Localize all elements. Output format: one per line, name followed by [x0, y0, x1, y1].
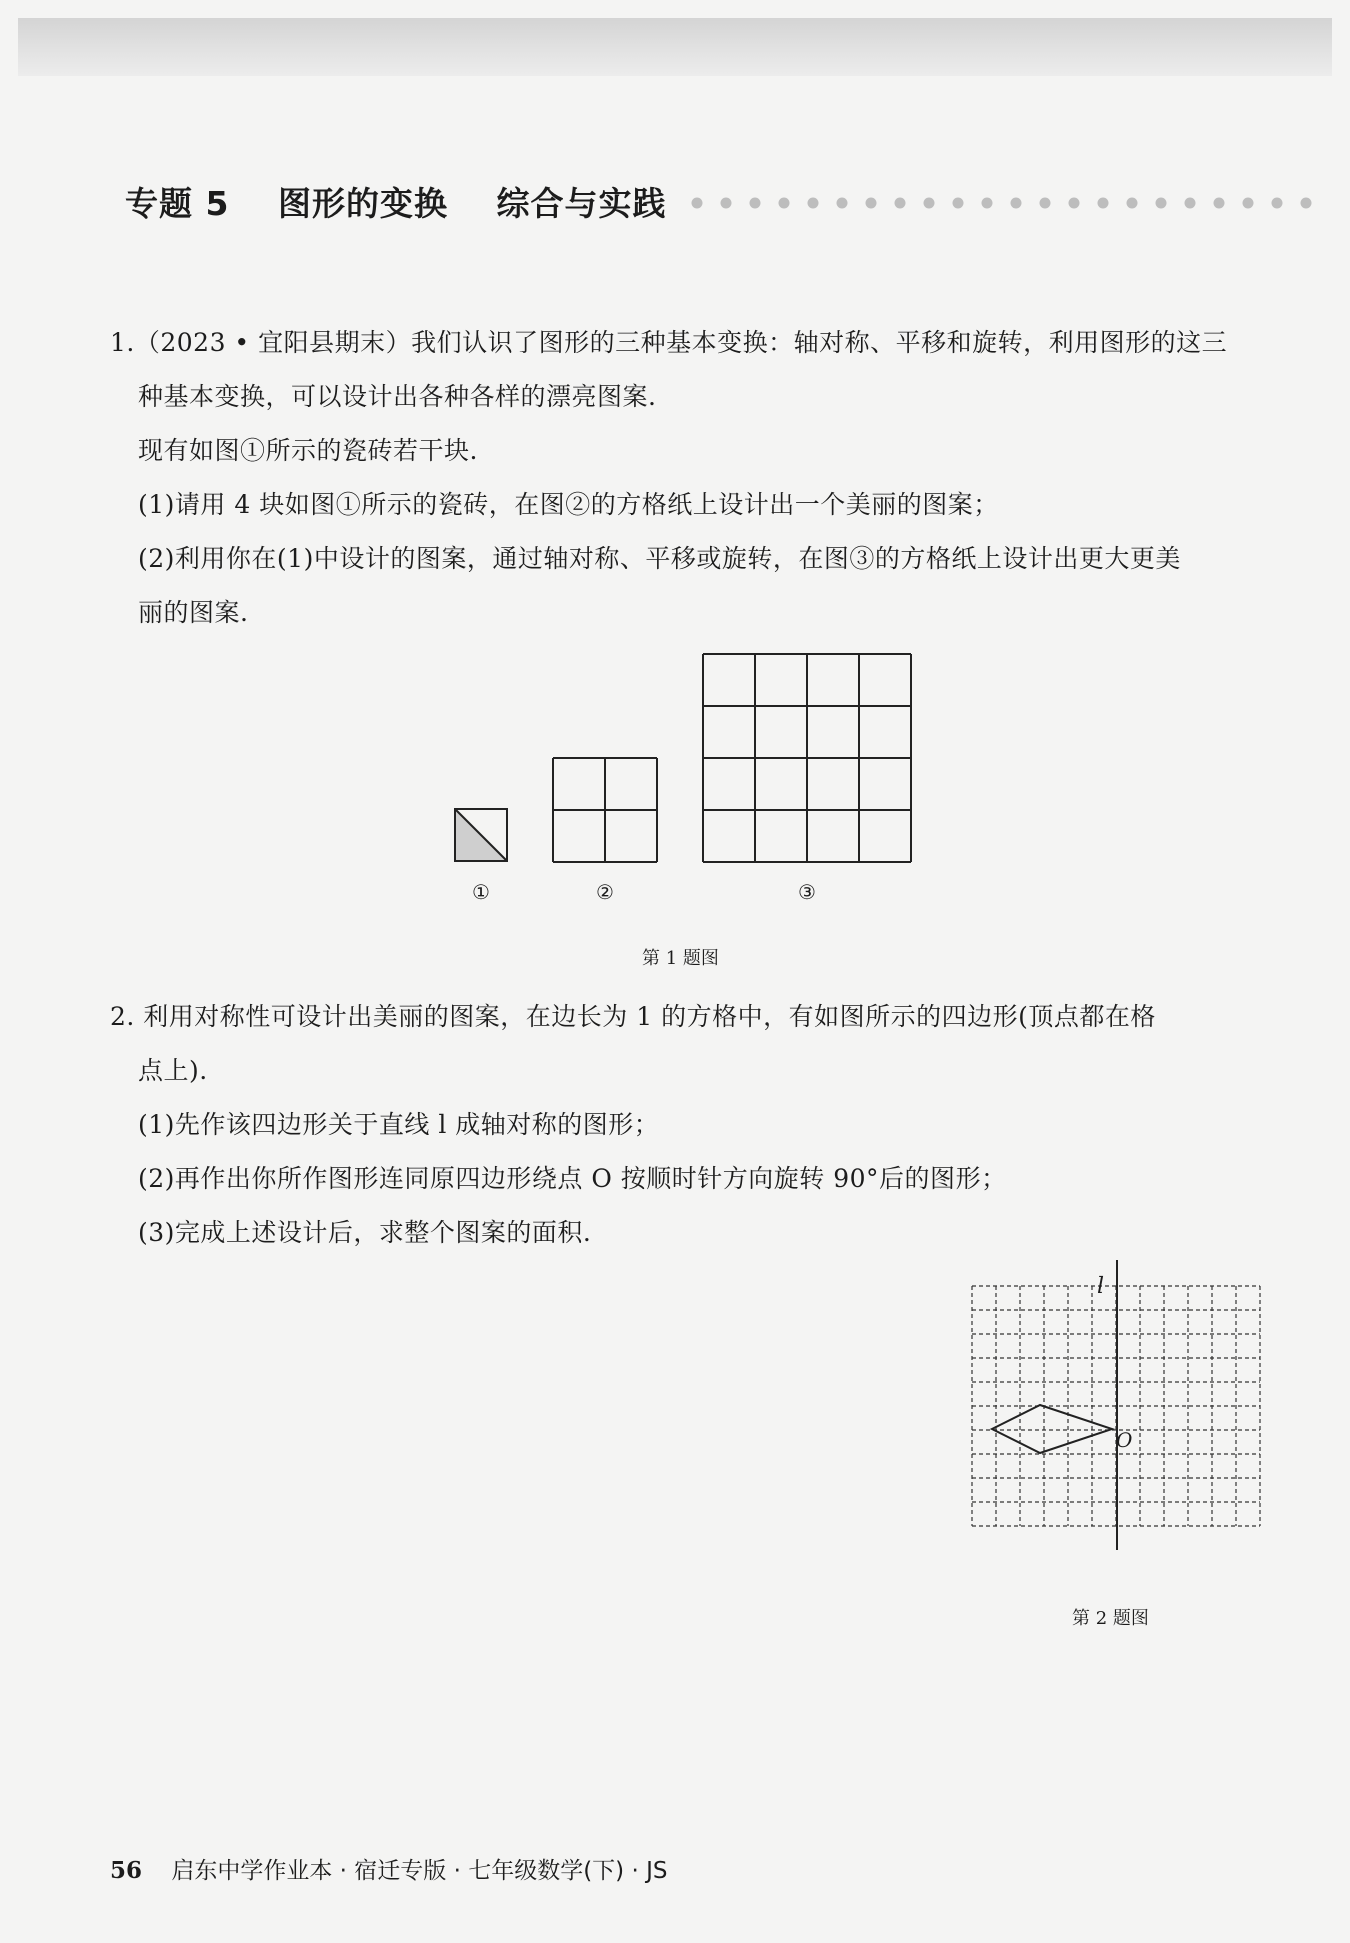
question-2	[110, 990, 1270, 1260]
book-title: 启东中学作业本 · 宿迁专版 · 七年级数学(下) · JS	[171, 1858, 668, 1884]
figure-label-1: ①	[472, 880, 490, 904]
figure-1-grid-4x4	[702, 653, 912, 863]
top-scan-band	[18, 18, 1332, 76]
q2-line: 2. 利用对称性可设计出美丽的图案，在边长为 1 的方格中，有如图所示的四边形(顶点都在格	[110, 1002, 1156, 1031]
section-heading	[125, 178, 702, 225]
figure-1-caption: 第 1 题图	[642, 948, 719, 969]
topic-number: 专题 5	[125, 184, 230, 223]
line-l-label: l	[1097, 1274, 1105, 1299]
figure-2-grid	[968, 1280, 1260, 1552]
figure-label-2: ②	[596, 880, 614, 904]
point-o-label: O	[1116, 1428, 1133, 1452]
q1-line: 丽的图案.	[138, 598, 249, 627]
page-footer	[110, 1852, 667, 1885]
q2-line: (2)再作出你所作图形连同原四边形绕点 O 按顺时针方向旋转 90°后的图形；	[138, 1164, 1007, 1193]
topic-subtitle: 综合与实践	[496, 184, 667, 223]
question-1	[110, 316, 1270, 640]
page-number: 56	[110, 1857, 143, 1884]
heading-dot-leader	[690, 196, 1330, 210]
q1-line: 种基本变换，可以设计出各种各样的漂亮图案.	[138, 382, 657, 411]
figure-2-caption: 第 2 题图	[1072, 1608, 1149, 1629]
topic-title: 图形的变换	[277, 184, 448, 223]
figure-label-3: ③	[798, 880, 816, 904]
figure-1-grid-2x2	[552, 757, 658, 863]
q2-line: (3)完成上述设计后，求整个图案的面积.	[138, 1218, 592, 1247]
q2-line: (1)先作该四边形关于直线 l 成轴对称的图形；	[138, 1110, 660, 1139]
quadrilateral	[992, 1405, 1112, 1453]
figure-1-tile	[454, 808, 508, 862]
q1-line: 现有如图①所示的瓷砖若干块.	[138, 436, 478, 465]
q1-line: 1.（2023 • 宜阳县期末）我们认识了图形的三种基本变换：轴对称、平移和旋转，利用图形的这三	[110, 328, 1228, 357]
q1-line: (1)请用 4 块如图①所示的瓷砖，在图②的方格纸上设计出一个美丽的图案；	[138, 490, 999, 519]
q1-line: (2)利用你在(1)中设计的图案，通过轴对称、平移或旋转，在图③的方格纸上设计出更大更美	[138, 544, 1181, 573]
q2-line: 点上).	[138, 1056, 208, 1085]
